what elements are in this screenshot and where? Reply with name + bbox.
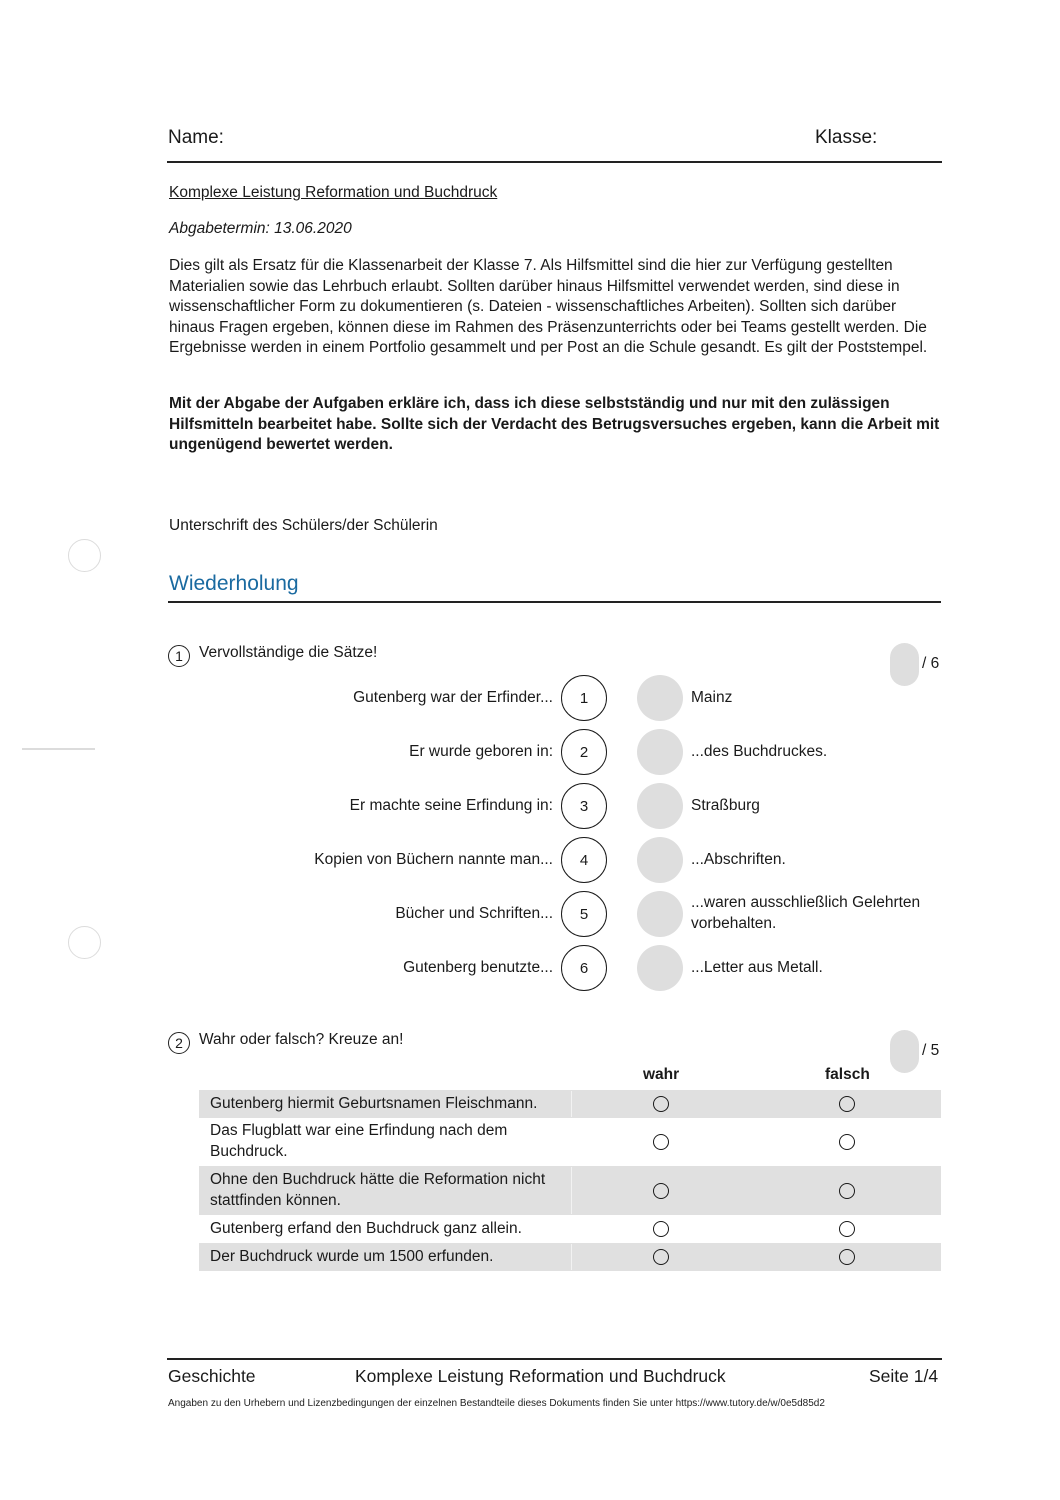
column-header-false: falsch	[825, 1066, 870, 1083]
radio-false[interactable]	[839, 1134, 855, 1150]
statement: Gutenberg erfand den Buchdruck ganz allein.	[210, 1219, 522, 1237]
name-label: Name:	[168, 127, 224, 148]
task-instruction: Vervollständige die Sätze!	[199, 644, 378, 661]
match-prompt: Er wurde geboren in:	[409, 743, 553, 760]
table-row	[199, 1090, 941, 1118]
match-option: ...Letter aus Metall.	[691, 958, 823, 976]
match-number-circle: 5	[561, 891, 607, 937]
match-prompt: Kopien von Büchern nannte man...	[314, 851, 553, 868]
license-note: Angaben zu den Urhebern und Lizenzbedingungen der einzelnen Bestandteile dieses Dokuments finden Sie unter https://www.tutory.de/w/0e5d85d2	[168, 1398, 825, 1409]
task-number-badge: 2	[168, 1032, 190, 1054]
match-answer-field[interactable]	[637, 675, 683, 721]
match-option: ...Abschriften.	[691, 850, 786, 868]
deadline: Abgabetermin: 13.06.2020	[169, 220, 352, 237]
match-option: ...waren ausschließlich Gelehrten vorbehalten.	[691, 894, 921, 932]
section-divider	[168, 601, 941, 603]
signature-label: Unterschrift des Schülers/der Schülerin	[169, 517, 438, 534]
match-row	[0, 729, 1060, 775]
match-prompt: Er machte seine Erfindung in:	[349, 797, 553, 814]
document-title: Komplexe Leistung Reformation und Buchdruck	[169, 184, 498, 201]
table-row	[199, 1243, 941, 1271]
match-option: ...des Buchdruckes.	[691, 742, 828, 760]
match-number-circle: 1	[561, 675, 607, 721]
statement: Gutenberg hiermit Geburtsnamen Fleischmann.	[199, 1091, 572, 1118]
match-prompt: Gutenberg war der Erfinder...	[353, 689, 553, 706]
match-number-circle: 4	[561, 837, 607, 883]
radio-true[interactable]	[653, 1249, 669, 1265]
radio-true[interactable]	[653, 1134, 669, 1150]
radio-true[interactable]	[653, 1221, 669, 1237]
statement: Ohne den Buchdruck hätte die Reformation nicht stattfinden können.	[199, 1167, 572, 1214]
class-label: Klasse:	[815, 127, 878, 148]
match-row	[0, 945, 1060, 991]
match-answer-field[interactable]	[637, 783, 683, 829]
match-row	[0, 837, 1060, 883]
section-title: Wiederholung	[169, 572, 299, 595]
score-max: / 6	[922, 655, 940, 672]
radio-false[interactable]	[839, 1183, 855, 1199]
match-answer-field[interactable]	[637, 837, 683, 883]
footer-divider	[167, 1358, 942, 1360]
match-number-circle: 3	[561, 783, 607, 829]
true-false-table	[199, 1090, 941, 1271]
match-prompt: Gutenberg benutzte...	[403, 959, 553, 976]
score-max: / 5	[922, 1042, 940, 1059]
intro-paragraph: Dies gilt als Ersatz für die Klassenarbeit der Klasse 7. Als Hilfsmittel sind die hier zur Verfügung gestellten Materialien sowie das Lehrbuch erlaubt. Sollten darüber hinaus Hilfsmittel verwendet werden, sind diese in wissenschaftlicher Form zu dokumentieren (s. Dateien - wissenschaftliches Arbeiten). Sollten sich darüber hinaus Fragen ergeben, können diese im Rahmen des Präsenzunterrichts oder bei Teams gestellt werden. Die Ergebnisse werden in einem Portfolio gesammelt und per Post an die Schule gesandt. Es gilt der Poststempel.	[169, 257, 928, 357]
match-row	[0, 783, 1060, 829]
punch-hole-icon	[68, 539, 101, 572]
footer-title: Komplexe Leistung Reformation und Buchdruck	[355, 1366, 726, 1386]
match-answer-field[interactable]	[637, 729, 683, 775]
statement: Der Buchdruck wurde um 1500 erfunden.	[199, 1244, 572, 1271]
match-option: Mainz	[691, 688, 733, 706]
radio-true[interactable]	[653, 1096, 669, 1112]
footer-subject: Geschichte	[168, 1366, 256, 1386]
score-field[interactable]	[890, 1030, 919, 1073]
match-number-circle: 2	[561, 729, 607, 775]
honesty-notice: Mit der Abgabe der Aufgaben erkläre ich, dass ich diese selbstständig und nur mit den zulässigen Hilfsmitteln bearbeitet habe. Sollte sich der Verdacht des Betrugsversuches ergeben, kann die Arbeit mit ungenügend bewertet werden.	[169, 395, 940, 454]
match-number-circle: 6	[561, 945, 607, 991]
radio-true[interactable]	[653, 1183, 669, 1199]
task-instruction: Wahr oder falsch? Kreuze an!	[199, 1031, 404, 1048]
column-header-true: wahr	[643, 1066, 680, 1083]
statement: Das Flugblatt war eine Erfindung nach dem Buchdruck.	[210, 1122, 508, 1160]
radio-false[interactable]	[839, 1221, 855, 1237]
radio-false[interactable]	[839, 1096, 855, 1112]
table-row	[199, 1118, 941, 1166]
header-divider	[167, 161, 942, 163]
radio-false[interactable]	[839, 1249, 855, 1265]
match-prompt: Bücher und Schriften...	[395, 905, 553, 922]
task-number-badge: 1	[168, 645, 190, 667]
table-row	[199, 1215, 941, 1243]
match-row	[0, 675, 1060, 721]
page-number: Seite 1/4	[869, 1366, 939, 1386]
match-option: Straßburg	[691, 796, 760, 814]
match-row	[0, 891, 1060, 937]
table-row	[199, 1166, 941, 1215]
match-answer-field[interactable]	[637, 945, 683, 991]
match-answer-field[interactable]	[637, 891, 683, 937]
